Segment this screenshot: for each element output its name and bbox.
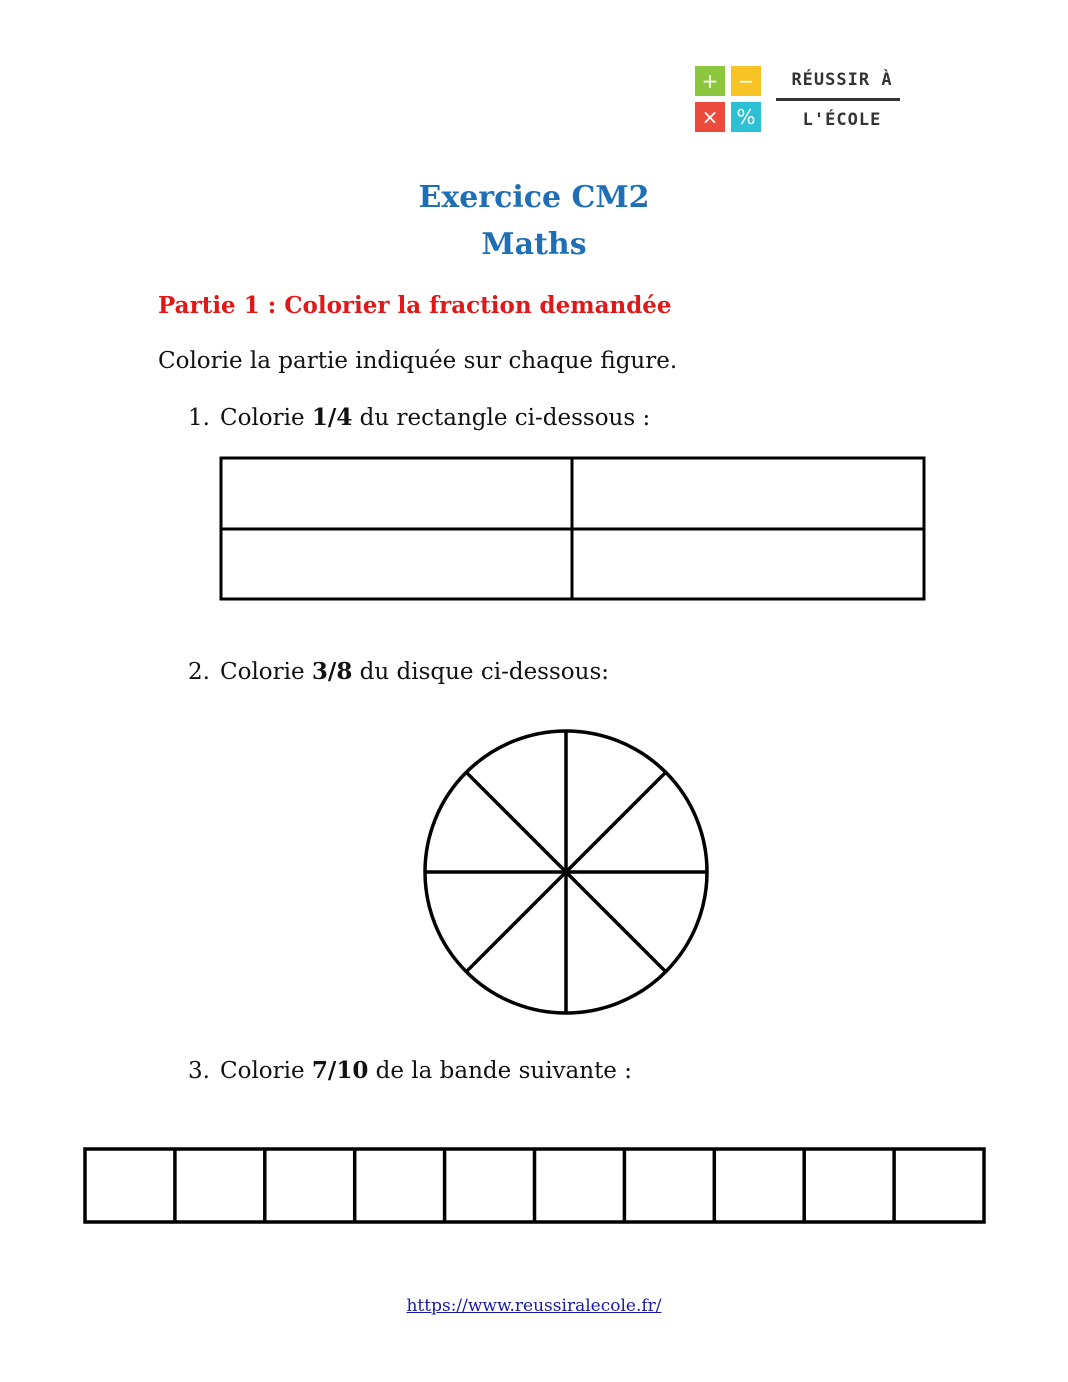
question-3: [188, 1057, 632, 1084]
question-number: 1.: [188, 405, 210, 431]
question-2: [188, 658, 609, 685]
question-suffix: de la bande suivante :: [368, 1058, 632, 1084]
question-1: [188, 404, 650, 431]
question-number: 2.: [188, 659, 210, 685]
plus-icon: +: [695, 66, 725, 96]
logo-divider: [776, 98, 900, 101]
page-title: Exercice CM2: [418, 180, 650, 215]
question-suffix: du disque ci-dessous:: [352, 659, 610, 685]
rectangle-figure[interactable]: [219, 456, 927, 602]
logo: [695, 66, 905, 134]
question-fraction: 1/4: [311, 404, 353, 431]
question-number: 3.: [188, 1058, 210, 1084]
disk-figure[interactable]: [420, 726, 712, 1018]
question-prefix: Colorie: [220, 405, 312, 431]
question-fraction: 7/10: [311, 1057, 369, 1084]
website-link[interactable]: https://www.reussiralecole.fr/: [406, 1296, 662, 1316]
times-icon: ×: [695, 102, 725, 132]
question-prefix: Colorie: [220, 1058, 312, 1084]
page-subtitle: Maths: [481, 227, 587, 262]
strip-figure[interactable]: [83, 1147, 987, 1225]
minus-icon: −: [731, 66, 761, 96]
question-prefix: Colorie: [220, 659, 312, 685]
part-heading: Partie 1 : Colorier la fraction demandée: [158, 292, 672, 319]
percent-icon: %: [731, 102, 761, 132]
logo-text-line1: RÉUSSIR À: [791, 70, 893, 90]
footer-link-wrapper: [0, 1296, 1068, 1316]
instruction-text: Colorie la partie indiquée sur chaque figure.: [158, 348, 678, 374]
question-fraction: 3/8: [311, 658, 353, 685]
question-suffix: du rectangle ci-dessous :: [352, 405, 651, 431]
logo-text-line2: L'ÉCOLE: [802, 110, 882, 130]
